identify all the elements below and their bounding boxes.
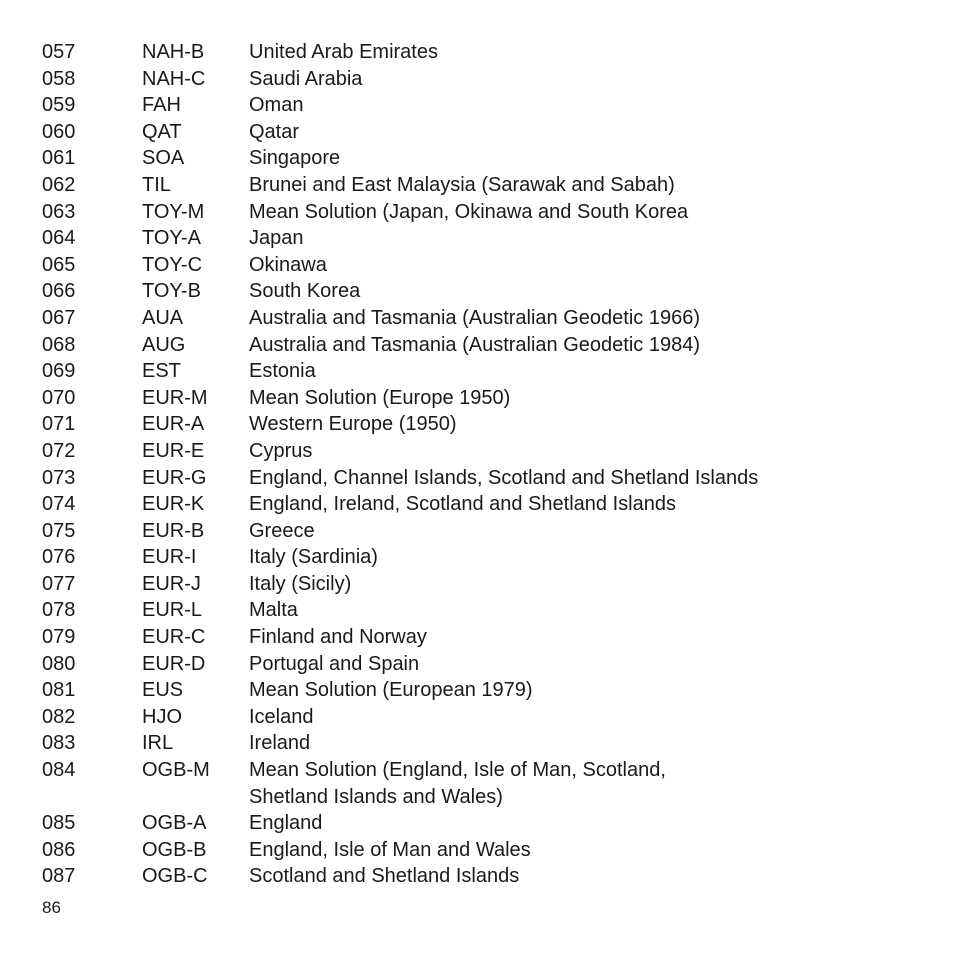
- datum-description-line: Western Europe (1950): [249, 413, 457, 436]
- datum-number: 068: [42, 333, 76, 356]
- datum-code: OGB-B: [142, 838, 207, 861]
- datum-number: 070: [42, 386, 76, 409]
- datum-number: 063: [42, 200, 76, 223]
- datum-description-line: Finland and Norway: [249, 626, 427, 649]
- table-row: [42, 757, 922, 810]
- datum-number: 064: [42, 227, 76, 250]
- datum-description: [249, 119, 922, 146]
- datum-description-line: Italy (Sardinia): [249, 546, 378, 569]
- datum-description-line: Portugal and Spain: [249, 652, 420, 675]
- table-row: [42, 92, 922, 119]
- datum-description-line: Cyprus: [249, 439, 313, 462]
- table-row: [42, 571, 922, 598]
- datum-description-line: Ireland: [249, 732, 311, 755]
- datum-code: AUG: [142, 333, 186, 356]
- datum-code: TOY-B: [142, 280, 201, 303]
- datum-number: 075: [42, 519, 76, 542]
- datum-code: TOY-M: [142, 200, 205, 223]
- table-row: [42, 438, 922, 465]
- datum-description-line: Greece: [249, 519, 315, 542]
- table-row: [42, 730, 922, 757]
- datum-description: [249, 491, 922, 518]
- datum-description: [249, 172, 922, 199]
- datum-description: [249, 305, 922, 332]
- table-row: [42, 518, 922, 545]
- table-row: [42, 837, 922, 864]
- datum-description-line: Oman: [249, 94, 304, 117]
- datum-number: 069: [42, 360, 76, 383]
- table-row: [42, 385, 922, 412]
- datum-description: [249, 438, 922, 465]
- datum-code: OGB-A: [142, 812, 207, 835]
- datum-description: [249, 677, 922, 704]
- datum-number: 076: [42, 546, 76, 569]
- datum-number: 065: [42, 253, 76, 276]
- datum-description-line: Scotland and Shetland Islands: [249, 865, 520, 888]
- datum-number: 062: [42, 173, 76, 196]
- datum-description-line: Qatar: [249, 120, 300, 143]
- table-row: [42, 305, 922, 332]
- datum-number: 057: [42, 41, 76, 63]
- datum-description-line: Mean Solution (Europe 1950): [249, 386, 511, 409]
- datum-number: 066: [42, 280, 76, 303]
- datum-number: 060: [42, 120, 76, 143]
- datum-number: 067: [42, 306, 76, 329]
- datum-description-line: South Korea: [249, 280, 361, 303]
- datum-description: [249, 278, 922, 305]
- datum-description: [249, 651, 922, 678]
- datum-description: [249, 66, 922, 93]
- datum-code: EUR-E: [142, 439, 205, 462]
- table-row: [42, 677, 922, 704]
- datum-description: [249, 199, 922, 226]
- datum-description-line: England, Isle of Man and Wales: [249, 838, 531, 861]
- datum-description-line: Brunei and East Malaysia (Sarawak and Sabah): [249, 173, 675, 196]
- datum-number: 073: [42, 466, 76, 489]
- datum-description-line: Mean Solution (England, Isle of Man, Scotland,: [249, 759, 666, 782]
- table-row: [42, 624, 922, 651]
- table-row: [42, 411, 922, 438]
- datum-description-continuation: Shetland Islands and Wales): [249, 785, 503, 808]
- table-row: [42, 704, 922, 731]
- table-row: [42, 199, 922, 226]
- datum-code: TOY-C: [142, 253, 203, 276]
- datum-description-line: England, Channel Islands, Scotland and Shetland Islands: [249, 466, 759, 489]
- datum-table: [42, 39, 922, 890]
- datum-description: [249, 358, 922, 385]
- datum-description-line: Australia and Tasmania (Australian Geodetic 1966): [249, 306, 700, 329]
- datum-code: EUR-C: [142, 626, 206, 649]
- datum-number: 080: [42, 652, 76, 675]
- datum-code: EUS: [142, 679, 184, 702]
- datum-description: [249, 252, 922, 279]
- datum-description-line: United Arab Emirates: [249, 41, 438, 63]
- datum-description-line: Saudi Arabia: [249, 67, 363, 90]
- datum-code: AUA: [142, 306, 184, 329]
- table-row: [42, 66, 922, 93]
- table-row: [42, 278, 922, 305]
- table-row: [42, 358, 922, 385]
- datum-code: IRL: [142, 732, 174, 755]
- datum-description: [249, 518, 922, 545]
- table-row: [42, 597, 922, 624]
- datum-description: [249, 730, 922, 757]
- datum-description-line: England, Ireland, Scotland and Shetland Islands: [249, 493, 676, 516]
- datum-description-line: England: [249, 812, 323, 835]
- table-row: [42, 491, 922, 518]
- datum-description: [249, 39, 922, 66]
- datum-code: NAH-B: [142, 41, 205, 63]
- datum-description: [249, 624, 922, 651]
- datum-code: FAH: [142, 94, 181, 117]
- datum-code: EUR-L: [142, 599, 203, 622]
- datum-description: [249, 597, 922, 624]
- table-row: [42, 172, 922, 199]
- datum-number: 058: [42, 67, 76, 90]
- datum-description-line: Singapore: [249, 147, 341, 170]
- datum-description: [249, 810, 922, 837]
- datum-description-line: Estonia: [249, 360, 316, 383]
- datum-code: EUR-J: [142, 572, 201, 595]
- datum-description: [249, 704, 922, 731]
- datum-code: EUR-G: [142, 466, 207, 489]
- datum-description-line: Mean Solution (Japan, Okinawa and South Korea: [249, 200, 689, 223]
- datum-code: QAT: [142, 120, 182, 143]
- datum-description: [249, 571, 922, 598]
- datum-number: 077: [42, 572, 76, 595]
- datum-code: TIL: [142, 173, 171, 196]
- datum-code: HJO: [142, 705, 182, 728]
- datum-description: [249, 544, 922, 571]
- datum-description-line: Malta: [249, 599, 298, 622]
- datum-number: 059: [42, 94, 76, 117]
- datum-description: [249, 332, 922, 359]
- table-row: [42, 863, 922, 890]
- datum-number: 079: [42, 626, 76, 649]
- datum-code: NAH-C: [142, 67, 206, 90]
- datum-code: TOY-A: [142, 227, 201, 250]
- table-row: [42, 252, 922, 279]
- table-row: [42, 651, 922, 678]
- datum-code: EUR-I: [142, 546, 197, 569]
- datum-number: 084: [42, 759, 76, 782]
- datum-code: EUR-A: [142, 413, 205, 436]
- datum-description: [249, 863, 922, 890]
- datum-description: [249, 145, 922, 172]
- datum-number: 061: [42, 147, 76, 170]
- datum-code: EST: [142, 360, 181, 383]
- datum-number: 081: [42, 679, 76, 702]
- table-row: [42, 145, 922, 172]
- datum-code: EUR-B: [142, 519, 205, 542]
- datum-description: [249, 465, 922, 492]
- datum-description: [249, 837, 922, 864]
- datum-number: 071: [42, 413, 76, 436]
- datum-description: [249, 225, 922, 252]
- datum-description-line: Italy (Sicily): [249, 572, 352, 595]
- datum-description-line: Okinawa: [249, 253, 327, 276]
- table-row: [42, 225, 922, 252]
- datum-code: SOA: [142, 147, 185, 170]
- datum-description-line: Iceland: [249, 705, 314, 728]
- datum-number: 087: [42, 865, 76, 888]
- datum-number: 083: [42, 732, 76, 755]
- page-number: 86: [42, 898, 61, 917]
- table-row: [42, 810, 922, 837]
- datum-description: [249, 385, 922, 412]
- table-row: [42, 544, 922, 571]
- datum-number: 086: [42, 838, 76, 861]
- datum-description: [249, 757, 922, 810]
- datum-code: EUR-K: [142, 493, 205, 516]
- table-row: [42, 465, 922, 492]
- datum-number: 072: [42, 439, 76, 462]
- datum-table-body: [42, 39, 922, 890]
- datum-code: EUR-D: [142, 652, 206, 675]
- datum-number: 085: [42, 812, 76, 835]
- datum-number: 074: [42, 493, 76, 516]
- datum-description-line: Mean Solution (European 1979): [249, 679, 533, 702]
- datum-description: [249, 411, 922, 438]
- datum-number: 078: [42, 599, 76, 622]
- datum-code: EUR-M: [142, 386, 208, 409]
- table-row: [42, 39, 922, 66]
- table-row: [42, 119, 922, 146]
- datum-code: OGB-M: [142, 759, 210, 782]
- datum-description-line: Australia and Tasmania (Australian Geodetic 1984): [249, 333, 700, 356]
- table-row: [42, 332, 922, 359]
- datum-description-line: Japan: [249, 227, 304, 250]
- datum-number: 082: [42, 705, 76, 728]
- datum-description: [249, 92, 922, 119]
- datum-code: OGB-C: [142, 865, 208, 888]
